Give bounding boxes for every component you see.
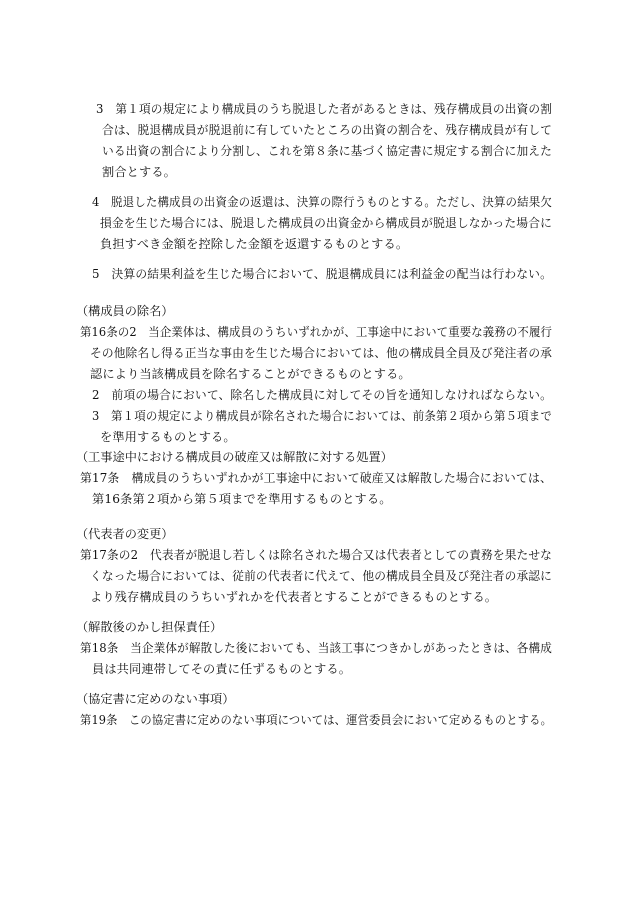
- line-text: 3 第１項の規定により構成員のうち脱退した者があるときは、残存構成員の出資の割: [96, 102, 552, 116]
- paragraph-4-line: 負担すべき金額を控除した金額を返還するものとする。: [100, 237, 409, 251]
- line-text: 2 前項の場合において、除名した構成員に対してその旨を通知しなければならない。: [92, 388, 552, 402]
- paragraph-3-line: [0, 99, 573, 120]
- article-17-line: [0, 468, 565, 489]
- article-19-line: [0, 710, 589, 731]
- article-17: [0, 468, 565, 510]
- article-17-2-line: より残存構成員のうちいずれかを代表者とすることができるものとする。: [90, 590, 498, 604]
- line-text: 第16条の2 当企業体は、構成員のうちいずれかが、工事途中において重要な義務の不履行: [80, 325, 553, 339]
- paragraph-3-line: 割合とする。: [102, 165, 177, 179]
- article-18-line: 員は共同連帯してその責に任ずるものとする。: [92, 662, 352, 676]
- article-16-2-line: [0, 343, 585, 364]
- line-text: その他除名し得る正当な事由を生じた場合においては、他の構成員全員及び発注者の承: [90, 346, 553, 360]
- line-text: 第17条の2 代表者が脱退し若しくは除名された場合又は代表者としての責務を果たせな: [80, 548, 553, 562]
- section-17-heading: （工事途中における構成員の破産又は解散に対する処置）: [76, 450, 393, 464]
- paragraph-5: [0, 264, 568, 285]
- paragraph-3-line: [0, 141, 573, 162]
- line-text: いる出資の割合により分割し、これを第８条に基づく協定書に規定する割合に加えた: [102, 144, 552, 158]
- paragraph-4-line: [0, 213, 581, 234]
- line-text: 4 脱退した構成員の出資金の返還は、決算の際行うものとする。ただし、決算の結果欠: [92, 195, 552, 209]
- line-text: 第19条 この協定書に定めのない事項については、運営委員会において定めるものとする。: [80, 713, 553, 727]
- line-text: 3 第１項の規定により構成員が除名された場合においては、前条第２項から第５項まで: [92, 409, 552, 423]
- line-text: 合は、脱退構成員が脱退前に有していたところの出資の割合を、残存構成員が有して: [102, 123, 552, 137]
- article-16-2: [0, 322, 585, 448]
- article-18-line: [0, 638, 577, 659]
- section-19-heading: （協定書に定めのない事項）: [76, 692, 235, 706]
- article-17-line: 第16条第２項から第５項までを準用するものとする。: [92, 492, 392, 506]
- paragraph-5-line: [0, 264, 568, 285]
- line-text: 5 決算の結果利益を生じた場合において、脱退構成員には利益金の配当は行わない。: [92, 267, 552, 281]
- article-16-2-item-3-line: を準用するものとする。: [100, 430, 236, 444]
- section-16-2-heading: （構成員の除名）: [76, 304, 174, 318]
- paragraph-3-line: [0, 120, 573, 141]
- article-16-2-line: [0, 322, 585, 343]
- section-17-2-heading: （代表者の変更）: [76, 527, 174, 541]
- article-17-2-line: [0, 545, 573, 566]
- article-17-2-line: [0, 566, 573, 587]
- section-18-heading: （解散後のかし担保責任）: [76, 620, 223, 634]
- article-18: [0, 638, 577, 680]
- article-19: [0, 710, 589, 731]
- line-text: くなった場合においては、従前の代表者に代えて、他の構成員全員及び発注者の承認に: [90, 569, 553, 583]
- article-16-2-item-3-line: [0, 406, 585, 427]
- article-17-2: [0, 545, 573, 608]
- article-16-2-item-2: [0, 385, 585, 406]
- article-16-2-line: 認により当該構成員を除名することができるものとする。: [90, 367, 411, 381]
- line-text: 損金を生じた場合には、脱退した構成員の出資金から構成員が脱退しなかった場合に: [100, 216, 552, 230]
- line-text: 第18条 当企業体が解散した後においても、当該工事につきかしがあったときは、各構成: [80, 641, 552, 655]
- paragraph-4-line: [0, 192, 581, 213]
- paragraph-3: [0, 99, 573, 183]
- paragraph-4: [0, 192, 581, 255]
- line-text: 第17条 構成員のうちいずれかが工事途中において破産又は解散した場合においては、: [80, 471, 552, 485]
